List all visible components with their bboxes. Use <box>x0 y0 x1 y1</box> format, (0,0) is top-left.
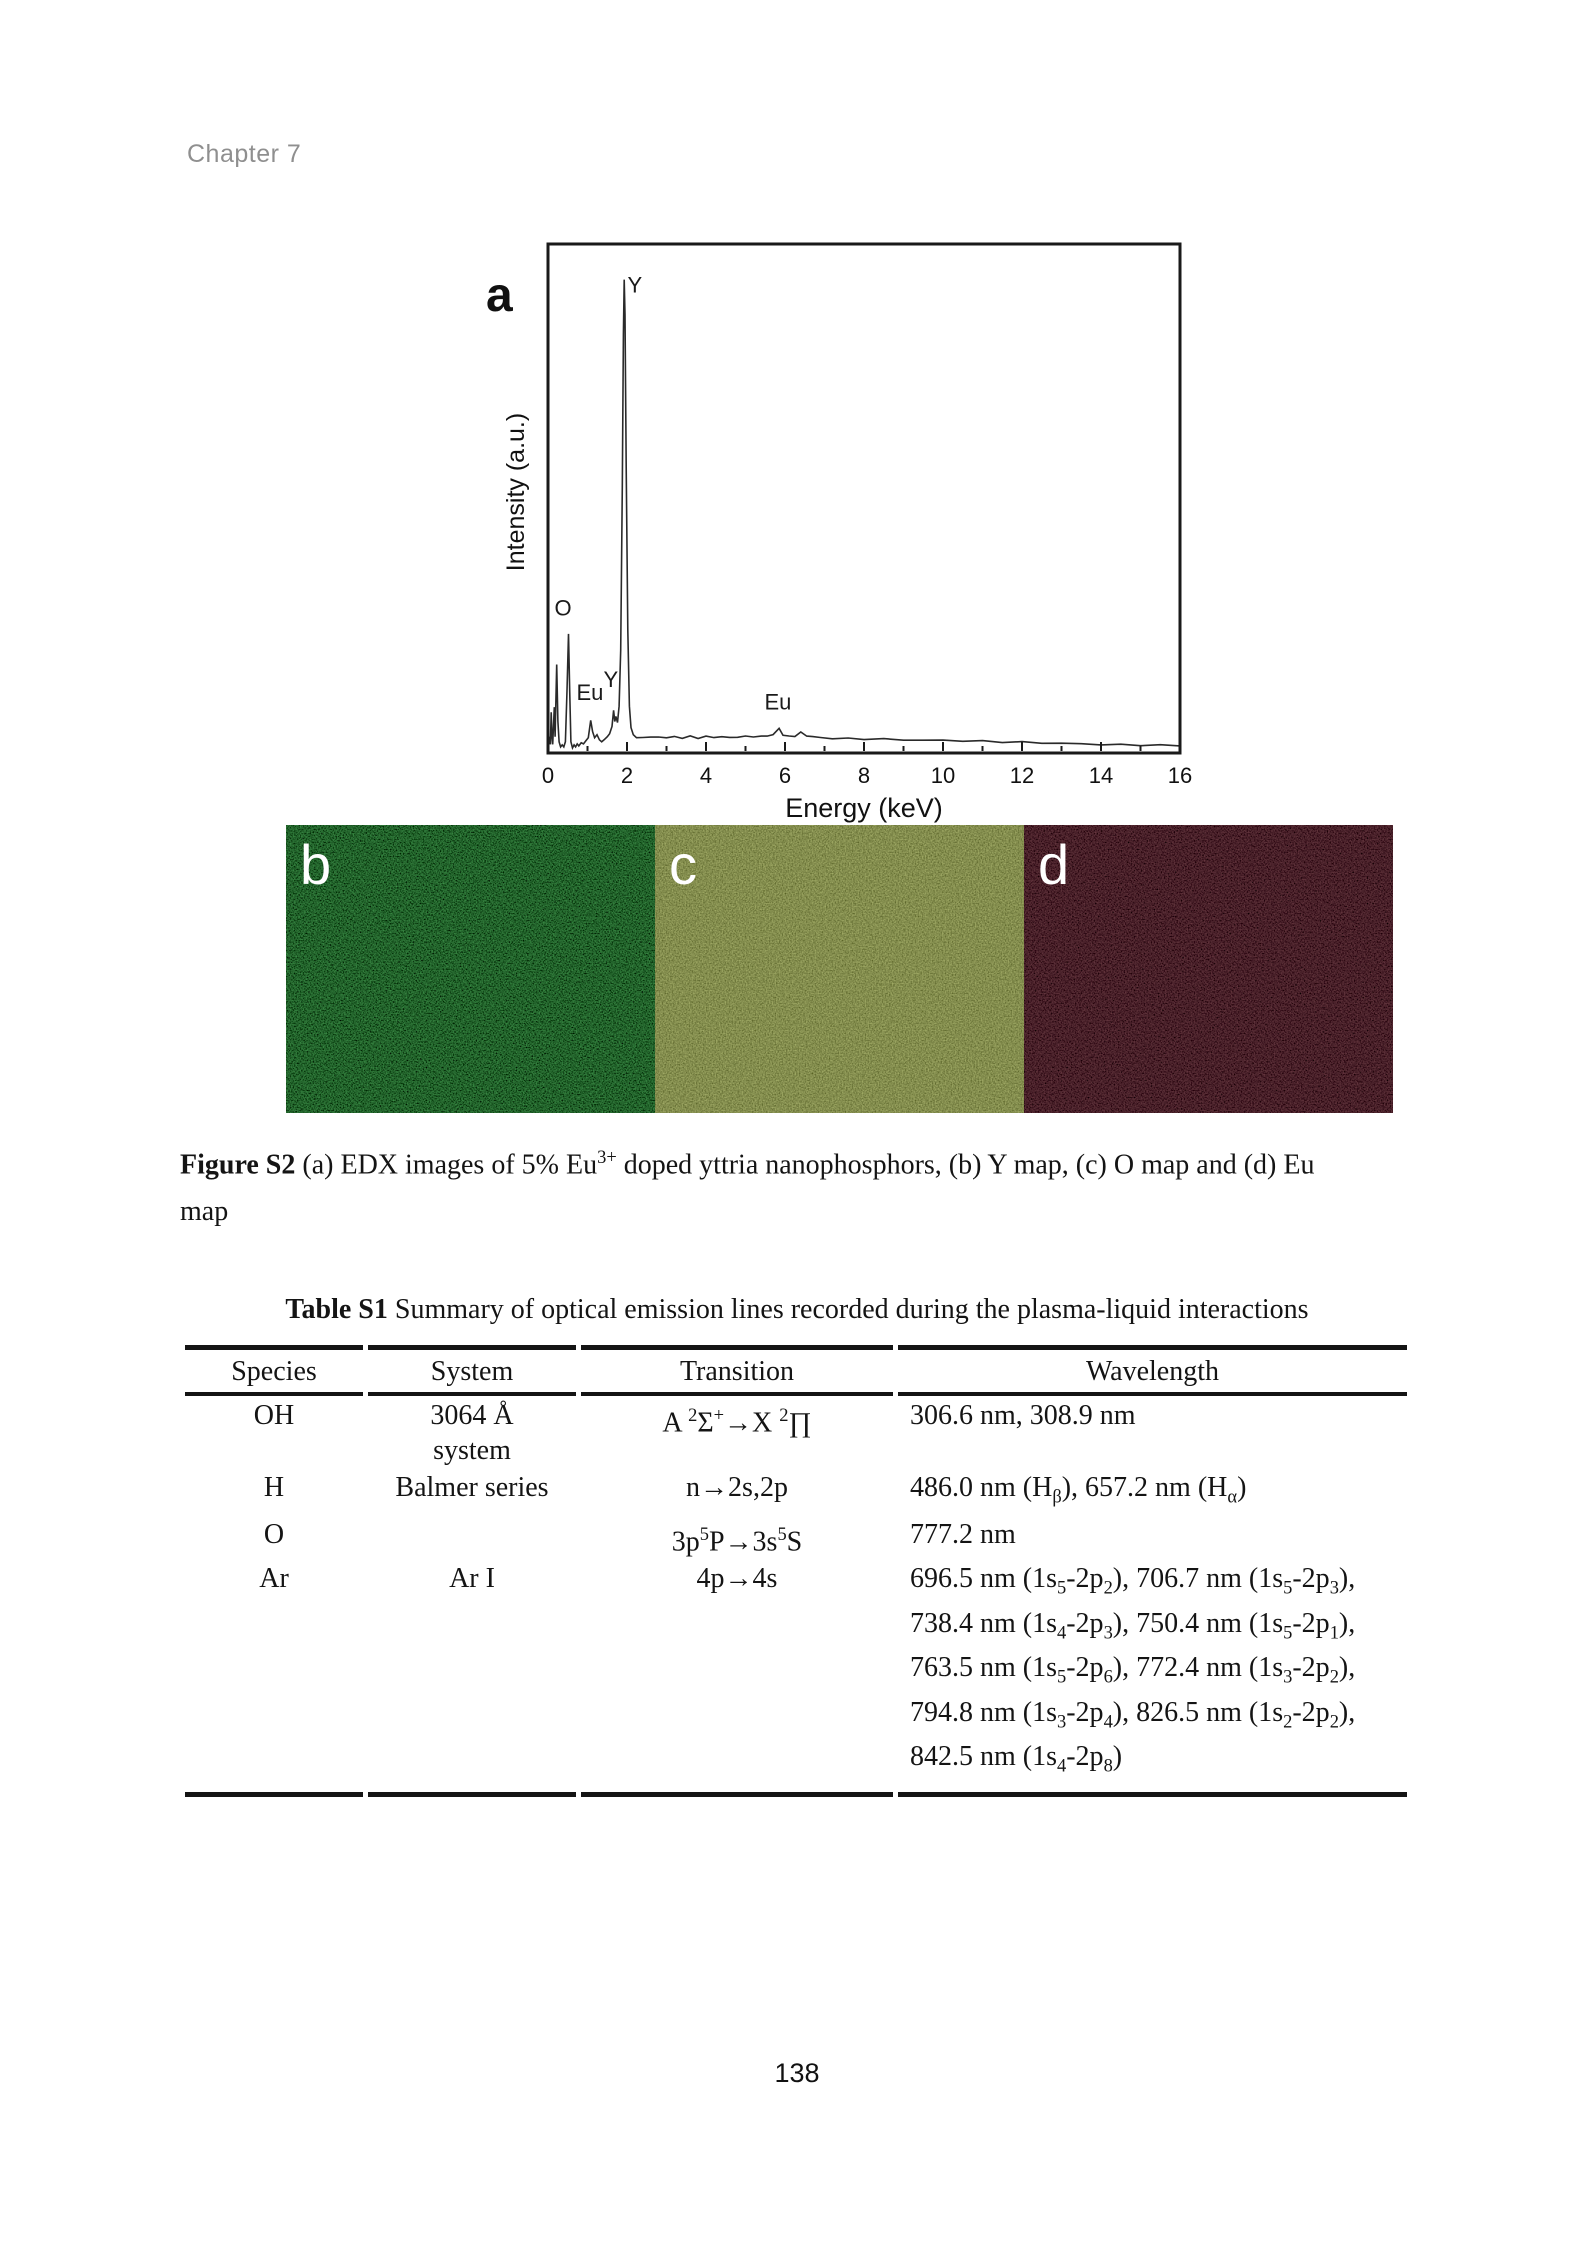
figure-caption <box>180 1134 1450 1235</box>
peak-label: Eu <box>764 689 792 715</box>
eds-maps-row <box>286 825 1393 1113</box>
cell-system: Ar I <box>368 1559 576 1797</box>
figure-panel-a-label: a <box>486 269 513 322</box>
cell-species: O <box>263 1518 285 1550</box>
spectrum-plot <box>542 272 1192 788</box>
cell-system: Balmer series <box>395 1472 549 1503</box>
figure-caption-line2: map <box>180 1196 229 1228</box>
table-row <box>185 1515 1407 1559</box>
y-map-image <box>286 825 655 1113</box>
page-number: 138 <box>774 2058 820 2088</box>
cell-transition: n→2s,2p <box>686 1472 788 1503</box>
cell-transition: A $^2$Σ+→X $^2$∏ <box>662 1405 812 1439</box>
col-header-wavelength: Wavelength <box>898 1345 1407 1396</box>
map-panel-y <box>286 825 655 1113</box>
cell-system: 3064 Å system <box>430 1400 514 1466</box>
x-tick-label: 10 <box>930 763 956 788</box>
table-header-row <box>185 1345 1407 1396</box>
cell-species: Ar <box>185 1559 363 1797</box>
emission-lines-table <box>180 1345 1412 1797</box>
x-tick-label: 8 <box>857 763 871 788</box>
table-row <box>185 1396 1407 1468</box>
figure-panel-c-label: c <box>669 833 697 896</box>
x-tick-label: 6 <box>778 763 792 788</box>
y-axis-title: Intensity (a.u.) <box>502 412 530 572</box>
cell-wavelength: 777.2 nm <box>910 1518 1016 1550</box>
x-tick-label: 14 <box>1088 763 1114 788</box>
x-tick-label: 4 <box>699 763 713 788</box>
figure-caption-line1: Figure S2 (a) EDX images of 5% $Eu^{3+}$ doped yttria nanophosphors, (b) Y map, (c) O map and (d) Eu <box>180 1147 1315 1181</box>
cell-transition: 4p→4s <box>581 1559 893 1797</box>
map-panel-o <box>655 825 1024 1113</box>
x-tick-label: 2 <box>620 763 634 788</box>
cell-wavelength: 696.5 nm $(1s_5-2p_2)$, 706.7 nm $(1s_5-2p_3)$, 738.4 nm $(1s_4-2p_3)$, 750.4 nm $(1s_5-2p_1)$, 763.5 nm $(1s_5-2p_6)$, 772.4 nm $(1s_3-2p_2)$, 794.8 nm $(1s_3-2p_4)$, 826.5 nm $(1s_2-2p_2)$, 842.5 nm $(1s_4-2p_8)$ <box>898 1559 1407 1797</box>
eu-map-image <box>1024 825 1393 1113</box>
cell-species: H <box>263 1472 285 1503</box>
col-header-system: System <box>368 1345 576 1396</box>
spectrum-line <box>548 280 1180 750</box>
x-tick-label: 0 <box>541 763 555 788</box>
peak-label: Y <box>627 272 643 298</box>
cell-wavelength: 306.6 nm, 308.9 nm <box>910 1400 1136 1431</box>
cell-transition: $3p^5P\to 3s^5S$ <box>671 1523 803 1557</box>
table-row <box>185 1468 1407 1515</box>
figure-panel-d-label: d <box>1038 833 1070 896</box>
chapter-header: Chapter 7 <box>187 140 302 168</box>
o-map-image <box>655 825 1024 1113</box>
table-title: Table S1 Summary of optical emission lines recorded during the plasma-liquid interactions <box>285 1294 1309 1325</box>
table-row <box>185 1559 1407 1797</box>
peak-label: Y <box>603 666 619 692</box>
peak-label: Eu <box>576 680 604 706</box>
plot-frame <box>548 244 1180 753</box>
x-axis-title: Energy (keV) <box>785 793 943 823</box>
cell-system <box>368 1515 576 1559</box>
peak-label: O <box>554 595 572 621</box>
table-body <box>185 1396 1407 1797</box>
figure-panel-b-label: b <box>300 833 332 896</box>
x-tick-label: 12 <box>1009 763 1035 788</box>
cell-species: OH <box>253 1400 295 1431</box>
cell-wavelength: 486.0 nm $(H_\beta)$, 657.2 nm $(H_\alpha)$ <box>910 1472 1247 1507</box>
col-header-species: Species <box>185 1345 363 1396</box>
col-header-transition: Transition <box>581 1345 893 1396</box>
x-tick-label: 16 <box>1167 763 1193 788</box>
map-panel-eu <box>1024 825 1393 1113</box>
